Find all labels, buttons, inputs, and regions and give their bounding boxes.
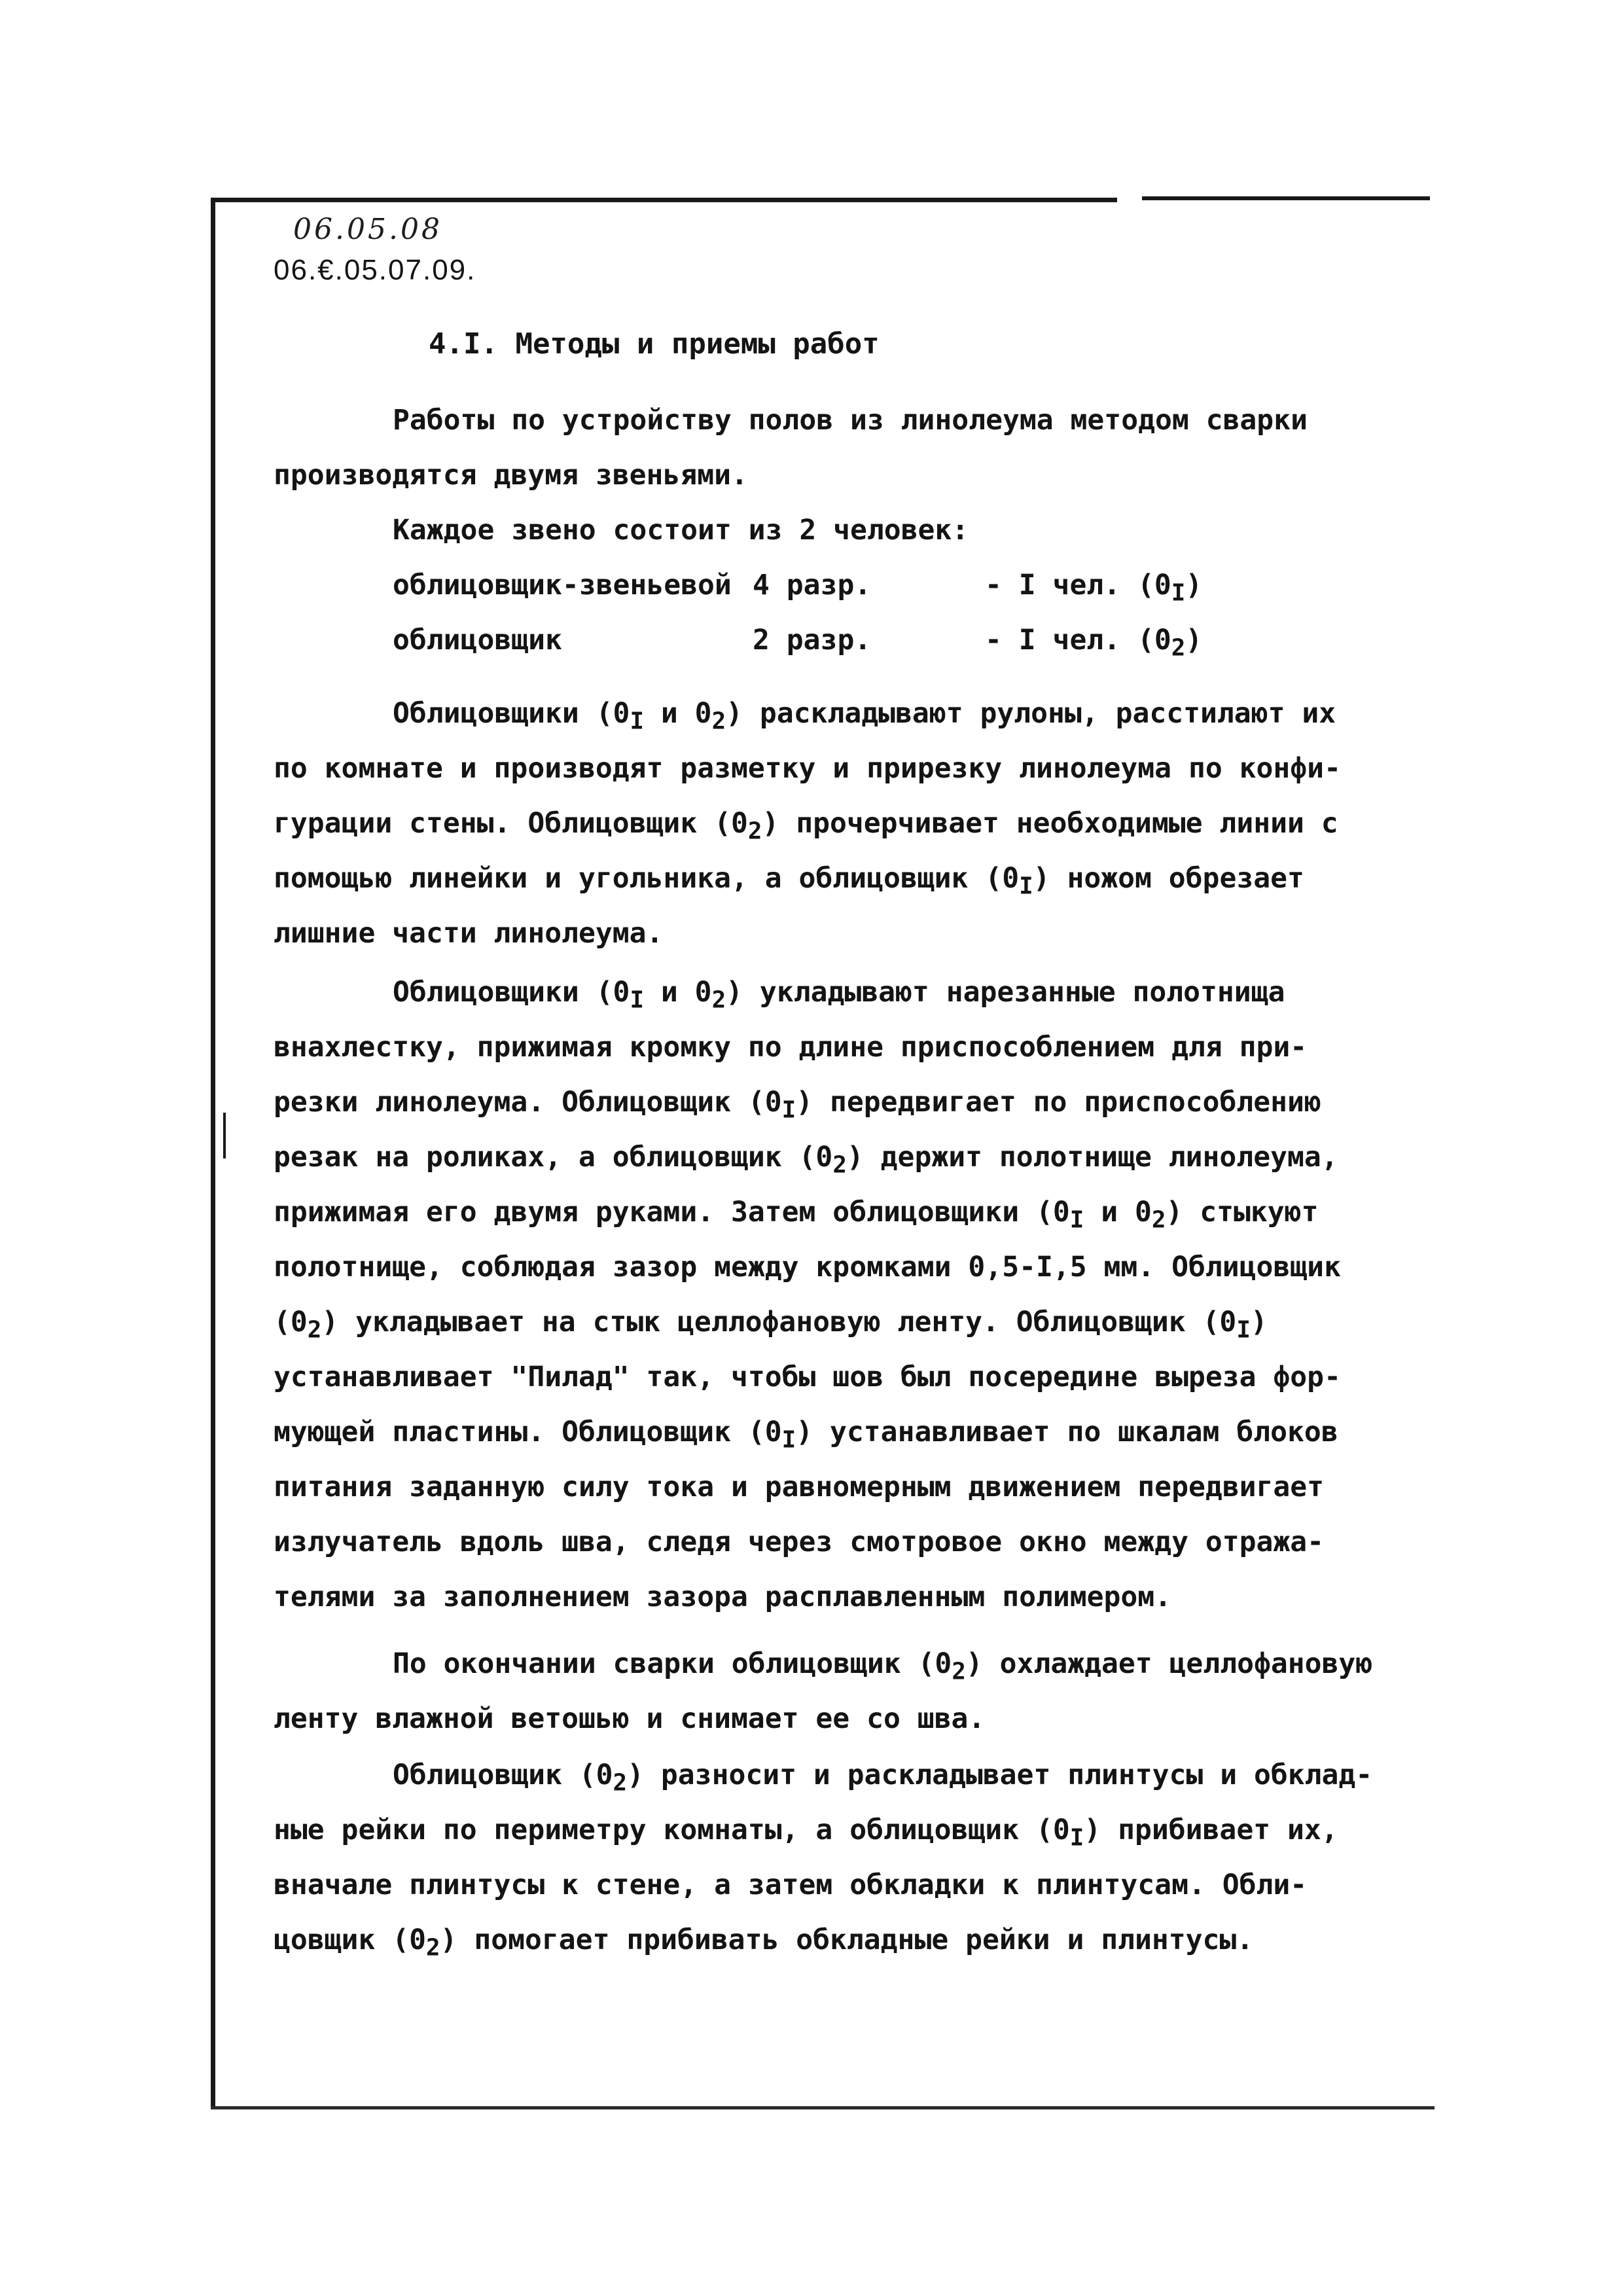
frame-top-right-line [1142,196,1430,200]
crew-subscript: I [1171,579,1186,607]
text-run: ные рейки по периметру комнаты, а облицовщик (0 [274,1814,1070,1846]
text-run: вначале плинтусы к стене, а затем обкладки к плинтусам. Обли- [274,1869,1308,1901]
crew-subscript: 2 [1171,634,1186,662]
text-run: питания заданную силу тока и равномерным движением передвигает [274,1471,1325,1503]
text-run: излучатель вдоль шва, следя через смотровое окно между отража- [274,1526,1325,1558]
paragraph-4 [274,1748,1373,1967]
crew-count-text: - I чел. (0 [985,624,1171,656]
text-run: ) укладывают нарезанные полотнища [726,976,1285,1009]
subscript: 2 [1151,1206,1166,1234]
text-run: ленту влажной ветошью и снимает ее со шва. [274,1702,986,1735]
crew-intro-line: Каждое звено состоит из 2 человек: [393,514,969,547]
text-line [274,741,1373,796]
text-run: и 0 [644,697,712,730]
text-line [274,1460,1373,1515]
text-run: Облицовщики (0 [393,697,630,730]
text-run: ) передвигает по приспособлению [796,1086,1321,1119]
text-line [274,1515,1373,1570]
text-line [274,1803,1373,1857]
text-run: и 0 [644,976,712,1009]
text-run: цовщик (0 [274,1924,426,1956]
text-run: ) разносит и раскладывает плинтусы и обклад- [627,1759,1373,1791]
text-line [274,965,1373,1020]
text-run: ) раскладывают рулоны, расстилают их [726,697,1336,730]
subscript: 2 [952,1658,966,1685]
text-line [274,1570,1373,1624]
text-run: и 0 [1084,1196,1152,1229]
text-run: ) [1250,1306,1268,1338]
text-run: ) ножом обрезает [1033,862,1304,895]
subscript: I [630,708,645,735]
crew-count [985,613,1202,676]
crew-count-tail: ) [1185,624,1203,656]
text-line [274,1020,1373,1075]
text-run: ) прочерчивает необходимые линии с [762,807,1338,840]
text-run: ) охлаждает целлофановую [965,1647,1373,1680]
text-line [274,1350,1373,1405]
text-run: резак на роликах, а облицовщик (0 [274,1141,833,1174]
subscript: 2 [613,1769,628,1797]
text-line [274,1691,1373,1746]
text-run: По окончании сварки облицовщик (0 [393,1647,952,1680]
crew-role: облицовщик-звеньевой [393,569,732,601]
text-run: Облицовщики (0 [393,976,630,1009]
subscript: 2 [832,1151,847,1179]
text-line [274,1857,1373,1912]
crew-count-tail: ) [1185,569,1203,601]
text-run: внахлестку, прижимая кромку по длине приспособлением для при- [274,1031,1308,1064]
text-run: Облицовщик (0 [393,1759,613,1791]
frame-left-line [211,198,215,2109]
text-run: ) держит полотнище линолеума, [846,1141,1338,1174]
text-line [274,1240,1373,1295]
text-line [274,1185,1373,1240]
text-line [274,686,1373,741]
crew-role: облицовщик [393,624,562,656]
subscript: I [1069,1206,1084,1234]
text-run: ) устанавливает по шкалам блоков [796,1416,1338,1448]
text-run: гурации стены. Облицовщик (0 [274,807,748,840]
paragraph-2 [274,965,1373,1624]
crew-intro [274,503,1373,558]
subscript: I [781,1426,796,1454]
text-run: телями за заполнением зазора расплавленным полимером. [274,1581,1172,1613]
subscript: 2 [711,986,726,1014]
crew-count [985,558,1202,621]
text-line [274,1075,1373,1130]
paragraph-1 [274,686,1373,961]
text-run: прижимая его двумя руками. Затем облицовщики (0 [274,1196,1070,1229]
intro-paragraph [274,393,1373,503]
text-line [274,1636,1373,1691]
text-run: резки линолеума. Облицовщик (0 [274,1086,782,1119]
text-line [274,1748,1373,1803]
text-run: устанавливает "Пилад" так, чтобы шов был посередине выреза фор- [274,1361,1341,1393]
frame-top-line [211,198,1117,202]
document-code: 06.€.05.07.09. [274,254,476,286]
text-run: помощью линейки и угольника, а облицовщик (0 [274,862,1020,895]
text-run: ) стыкуют [1166,1196,1319,1229]
handwritten-note: 06.05.08 [293,213,442,246]
text-line [274,1405,1373,1460]
subscript: I [1019,872,1033,900]
subscript: 2 [711,708,726,735]
text-run: мующей пластины. Облицовщик (0 [274,1416,782,1448]
text-run: ) прибивает их, [1084,1814,1338,1846]
subscript: I [1236,1316,1251,1344]
text-line [274,1295,1373,1350]
text-line [274,906,1373,961]
subscript: I [1069,1824,1084,1852]
text-run: (0 [274,1306,308,1338]
frame-bottom-line [211,2106,1435,2109]
text-line [274,796,1373,851]
text-line [274,1130,1373,1185]
text-line [274,851,1373,906]
subscript: 2 [747,817,762,845]
subscript: 2 [307,1316,322,1344]
crew-grade: 4 разр. [753,569,872,601]
section-heading: 4.I. Методы и приемы работ [429,327,880,361]
text-run: по комнате и производят разметку и прирезку линолеума по конфи- [274,752,1341,785]
text-run: полотнище, соблюдая зазор между кромками 0,5-I,5 мм. Облицовщик [274,1251,1341,1283]
subscript: I [630,986,645,1014]
text-line [274,1912,1373,1967]
text-run: лишние части линолеума. [274,917,664,950]
intro-line-2: производятся двумя звеньями. [274,459,748,492]
subscript: I [781,1096,796,1124]
intro-line-1: Работы по устройству полов из линолеума методом сварки [393,404,1308,437]
crew-grade: 2 разр. [753,624,872,656]
text-run: ) укладывает на стык целлофановую ленту. Облицовщик (0 [321,1306,1237,1338]
subscript: 2 [426,1934,440,1962]
paragraph-3 [274,1636,1373,1746]
crew-count-text: - I чел. (0 [985,569,1171,601]
text-run: ) помогает прибивать обкладные рейки и плинтусы. [440,1924,1254,1956]
margin-tick-mark [223,1113,226,1158]
